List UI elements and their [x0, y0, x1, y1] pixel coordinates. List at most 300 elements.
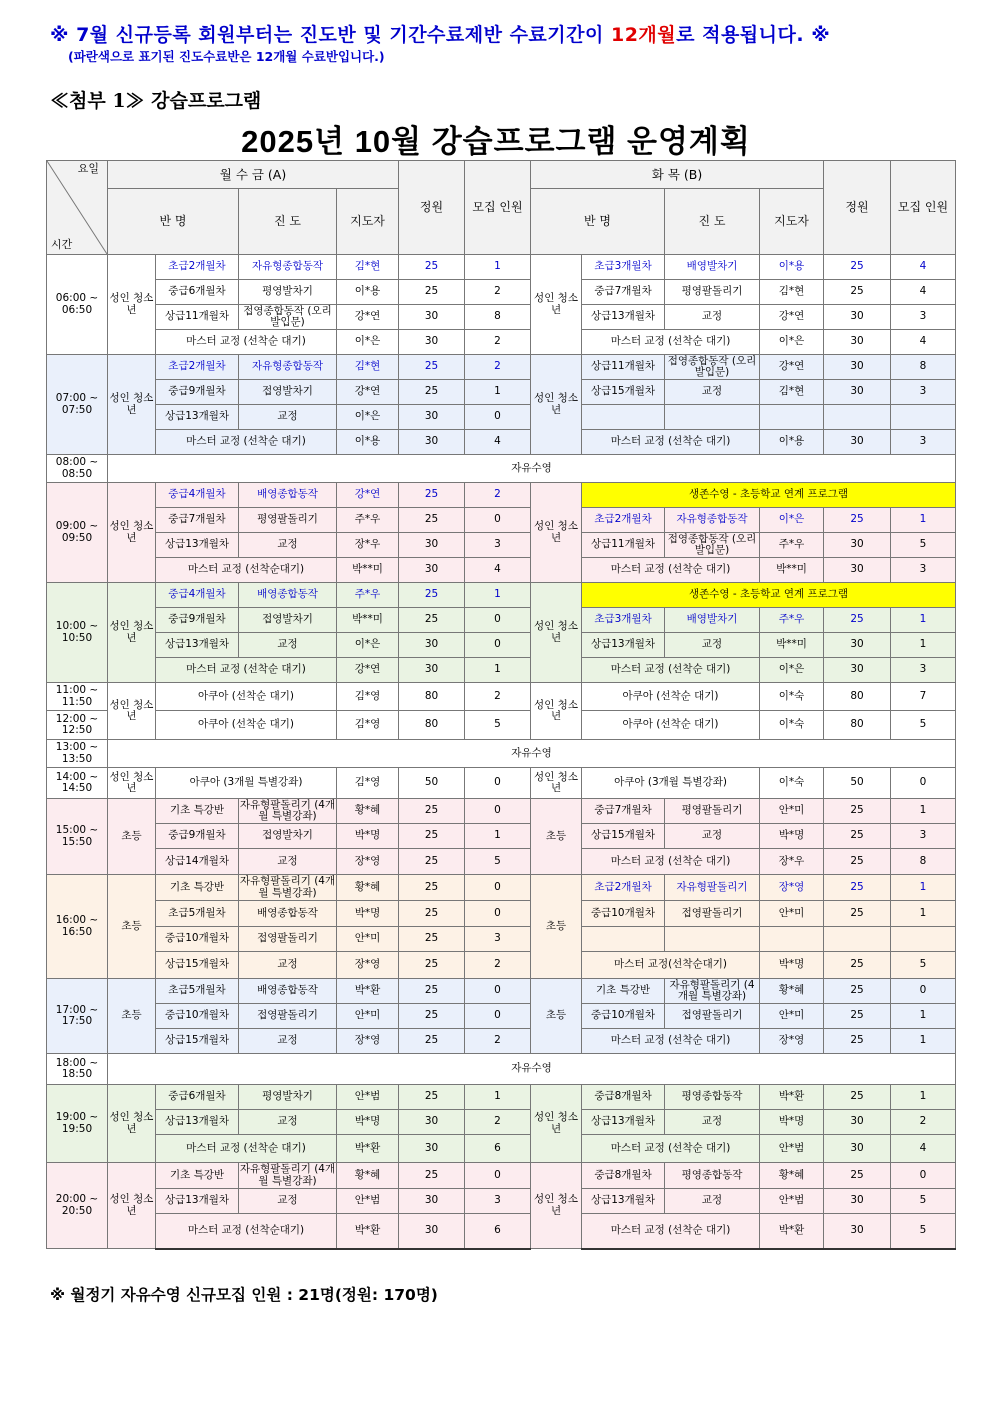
progress: 접영팔돌리기 — [239, 1004, 337, 1029]
progress: 평영팔돌리기 — [239, 508, 337, 533]
capacity: 25 — [399, 1029, 465, 1054]
instructor: 박**미 — [337, 608, 399, 633]
progress: 접영발차기 — [239, 824, 337, 849]
capacity: 25 — [399, 849, 465, 875]
instructor: 박*환 — [337, 1214, 399, 1249]
empty-cell — [582, 927, 665, 952]
master-class: 마스터 교정 (선착순 대기) — [582, 558, 760, 583]
aqua-class: 아쿠아 (선착순 대기) — [156, 711, 337, 740]
aqua-class: 아쿠아 (3개월 특별강좌) — [156, 768, 337, 799]
time-slot: 10:00 ~ 10:50 — [47, 583, 108, 683]
recruit: 2 — [465, 280, 531, 305]
capacity: 30 — [399, 533, 465, 558]
master-class: 마스터 교정 (선착순 대기) — [582, 658, 760, 683]
capacity: 25 — [399, 483, 465, 508]
instructor: 강*연 — [337, 305, 399, 330]
instructor: 주*우 — [760, 533, 824, 558]
instructor: 장*영 — [337, 1029, 399, 1054]
recruit: 0 — [465, 979, 531, 1004]
group-label: 성인 청소년 — [531, 683, 582, 740]
mon-wed-fri-header: 월 수 금 (A) — [108, 161, 399, 189]
capacity: 30 — [399, 1110, 465, 1135]
recruit: 5 — [891, 711, 956, 740]
instructor: 박**미 — [337, 558, 399, 583]
instructor: 황*혜 — [760, 1163, 824, 1189]
time-slot: 19:00 ~ 19:50 — [47, 1085, 108, 1163]
aqua-class: 아쿠아 (선착순 대기) — [156, 683, 337, 711]
group-label: 초등 — [531, 875, 582, 979]
recruit: 6 — [465, 1214, 531, 1249]
class-name: 상급15개월차 — [582, 380, 665, 405]
recruit: 3 — [891, 430, 956, 455]
instructor: 주*우 — [337, 508, 399, 533]
progress: 접영팔돌리기 — [239, 927, 337, 952]
instructor: 박*명 — [337, 1110, 399, 1135]
recruit: 3 — [465, 533, 531, 558]
recruit: 1 — [891, 1085, 956, 1110]
recruit: 5 — [891, 1189, 956, 1214]
instructor-header-b: 지도자 — [760, 189, 824, 255]
recruit: 4 — [465, 430, 531, 455]
class-name: 초급2개월차 — [582, 508, 665, 533]
instructor: 김*영 — [337, 683, 399, 711]
recruit: 0 — [465, 1163, 531, 1189]
recruit: 1 — [465, 658, 531, 683]
master-class: 마스터 교정 (선착순 대기) — [156, 658, 337, 683]
recruit: 2 — [465, 952, 531, 979]
instructor: 이*용 — [337, 280, 399, 305]
page-title: 2025년 10월 강습프로그램 운영계획 — [241, 124, 751, 159]
recruit: 1 — [465, 1085, 531, 1110]
capacity: 30 — [399, 1135, 465, 1163]
progress: 배영발차기 — [665, 255, 760, 280]
class-name: 초급2개월차 — [156, 255, 239, 280]
capacity: 30 — [824, 633, 891, 658]
group-label: 성인 청소년 — [531, 583, 582, 683]
empty-cell — [760, 927, 824, 952]
capacity: 25 — [824, 1085, 891, 1110]
capacity: 30 — [399, 430, 465, 455]
capacity: 25 — [824, 799, 891, 824]
instructor: 박*환 — [337, 1135, 399, 1163]
class-name: 기초 특강반 — [156, 799, 239, 824]
program-banner: 생존수영 - 초등학교 연계 프로그램 — [582, 583, 956, 608]
recruit: 2 — [465, 483, 531, 508]
day-header: 요일 — [77, 162, 99, 175]
progress: 교정 — [239, 849, 337, 875]
instructor: 박*명 — [760, 1110, 824, 1135]
capacity: 30 — [824, 355, 891, 380]
notice-suffix: 로 적용됩니다. ※ — [676, 24, 831, 46]
capacity: 30 — [399, 330, 465, 355]
day-time-corner — [47, 161, 108, 255]
recruit: 1 — [891, 799, 956, 824]
capacity: 30 — [399, 658, 465, 683]
master-class: 마스터 교정 (선착순 대기) — [582, 430, 760, 455]
class-name: 상급13개월차 — [156, 533, 239, 558]
progress-header-b: 진 도 — [665, 189, 760, 255]
capacity: 25 — [399, 979, 465, 1004]
recruit: 2 — [891, 1110, 956, 1135]
progress: 접영발차기 — [239, 608, 337, 633]
instructor: 박*명 — [337, 824, 399, 849]
capacity: 25 — [824, 1163, 891, 1189]
capacity: 30 — [824, 430, 891, 455]
recruit: 0 — [465, 633, 531, 658]
recruit: 0 — [465, 901, 531, 927]
group-label: 성인 청소년 — [531, 355, 582, 455]
instructor: 안*미 — [760, 799, 824, 824]
recruit: 2 — [465, 355, 531, 380]
capacity: 30 — [824, 658, 891, 683]
capacity: 80 — [824, 683, 891, 711]
progress: 교정 — [239, 533, 337, 558]
progress: 자유형팔돌리기 (4개월 특별강좌) — [665, 979, 760, 1004]
master-class: 마스터 교정 (선착순 대기) — [156, 330, 337, 355]
capacity: 30 — [399, 305, 465, 330]
recruit: 4 — [891, 330, 956, 355]
recruit: 3 — [891, 558, 956, 583]
capacity: 25 — [824, 875, 891, 901]
capacity: 30 — [824, 1214, 891, 1249]
recruit: 3 — [891, 824, 956, 849]
instructor: 이*은 — [337, 633, 399, 658]
capacity: 25 — [399, 583, 465, 608]
master-class: 마스터 교정 (선착순대기) — [156, 558, 337, 583]
progress: 평영팔돌리기 — [665, 799, 760, 824]
capacity: 30 — [824, 1135, 891, 1163]
capacity: 25 — [824, 901, 891, 927]
capacity: 25 — [399, 355, 465, 380]
capacity: 30 — [399, 405, 465, 430]
recruit: 1 — [891, 1029, 956, 1054]
class-name: 기초 특강반 — [582, 979, 665, 1004]
group-label: 초등 — [531, 799, 582, 875]
capacity-header-a: 정원 — [399, 161, 465, 255]
free-swim: 자유수영 — [108, 740, 956, 768]
instructor: 박*명 — [337, 901, 399, 927]
class-name: 초급3개월차 — [582, 255, 665, 280]
group-label: 성인 청소년 — [531, 768, 582, 799]
master-class: 마스터 교정 (선착순 대기) — [582, 1029, 760, 1054]
recruit: 5 — [465, 711, 531, 740]
aqua-class: 아쿠아 (선착순 대기) — [582, 711, 760, 740]
progress: 자유형팔돌리기 — [665, 875, 760, 901]
empty-cell — [665, 405, 760, 430]
instructor: 박**미 — [760, 558, 824, 583]
instructor: 강*연 — [337, 483, 399, 508]
capacity: 30 — [399, 633, 465, 658]
instructor: 강*연 — [337, 380, 399, 405]
empty-cell — [760, 405, 824, 430]
instructor: 강*연 — [760, 355, 824, 380]
master-class: 마스터 교정 (선착순대기) — [156, 1214, 337, 1249]
group-label: 성인 청소년 — [531, 255, 582, 355]
empty-cell — [891, 927, 956, 952]
progress: 교정 — [239, 405, 337, 430]
capacity: 25 — [399, 508, 465, 533]
free-swim: 자유수영 — [108, 455, 956, 483]
recruit: 0 — [465, 608, 531, 633]
recruit: 0 — [465, 405, 531, 430]
instructor: 박**미 — [760, 633, 824, 658]
time-slot: 15:00 ~ 15:50 — [47, 799, 108, 875]
class-name: 상급13개월차 — [582, 1110, 665, 1135]
recruit: 1 — [891, 608, 956, 633]
progress: 교정 — [239, 952, 337, 979]
class-name: 상급13개월차 — [156, 633, 239, 658]
recruit: 5 — [891, 533, 956, 558]
instructor: 이*숙 — [760, 768, 824, 799]
group-label: 성인 청소년 — [531, 1085, 582, 1163]
time-slot: 06:00 ~ 06:50 — [47, 255, 108, 355]
progress: 교정 — [239, 1110, 337, 1135]
recruit: 8 — [891, 355, 956, 380]
empty-cell — [891, 405, 956, 430]
recruit: 1 — [891, 633, 956, 658]
tue-thu-header: 화 목 (B) — [531, 161, 824, 189]
program-banner: 생존수영 - 초등학교 연계 프로그램 — [582, 483, 956, 508]
capacity: 25 — [824, 280, 891, 305]
progress: 평영종합동작 — [665, 1085, 760, 1110]
class-name: 중급9개월차 — [156, 824, 239, 849]
recruit: 1 — [465, 380, 531, 405]
capacity: 30 — [824, 380, 891, 405]
instructor: 안*미 — [760, 901, 824, 927]
class-name: 상급13개월차 — [582, 633, 665, 658]
instructor: 장*영 — [760, 1029, 824, 1054]
master-class: 마스터 교정 (선착순 대기) — [582, 1135, 760, 1163]
instructor: 장*우 — [760, 849, 824, 875]
capacity: 25 — [824, 508, 891, 533]
instructor: 장*영 — [760, 875, 824, 901]
capacity: 25 — [399, 799, 465, 824]
recruit: 2 — [465, 1029, 531, 1054]
empty-cell — [582, 405, 665, 430]
progress: 접영종합동작 (오리발입문) — [665, 533, 760, 558]
capacity-header-b: 정원 — [824, 161, 891, 255]
class-name: 기초 특강반 — [156, 875, 239, 901]
progress: 접영팔돌리기 — [665, 901, 760, 927]
progress: 교정 — [239, 1029, 337, 1054]
progress-header-a: 진 도 — [239, 189, 337, 255]
class-name: 중급8개월차 — [582, 1085, 665, 1110]
instructor: 이*은 — [337, 330, 399, 355]
instructor: 김*영 — [337, 768, 399, 799]
class-name: 상급11개월차 — [156, 305, 239, 330]
time-header: 시간 — [51, 238, 73, 252]
class-header-b: 반 명 — [531, 189, 665, 255]
recruit: 3 — [891, 658, 956, 683]
recruit: 5 — [891, 1214, 956, 1249]
instructor: 황*혜 — [337, 1163, 399, 1189]
class-name: 상급13개월차 — [156, 1110, 239, 1135]
progress: 배영종합동작 — [239, 979, 337, 1004]
recruit: 2 — [465, 330, 531, 355]
capacity: 25 — [399, 875, 465, 901]
progress: 자유형팔돌리기 (4개월 특별강좌) — [239, 798, 336, 822]
master-class: 마스터 교정 (선착순 대기) — [156, 430, 337, 455]
instructor: 이*용 — [760, 430, 824, 455]
recruit-header-a: 모집 인원 — [465, 161, 531, 255]
class-name: 상급13개월차 — [156, 1189, 239, 1214]
instructor: 김*현 — [337, 355, 399, 380]
capacity: 50 — [399, 768, 465, 799]
recruit: 7 — [891, 683, 956, 711]
progress: 배영종합동작 — [239, 483, 337, 508]
recruit: 3 — [891, 305, 956, 330]
capacity: 30 — [824, 305, 891, 330]
group-label: 성인 청소년 — [108, 583, 156, 683]
recruit: 4 — [891, 1135, 956, 1163]
schedule-table — [46, 160, 956, 1250]
group-label: 성인 청소년 — [108, 683, 156, 740]
instructor: 이*은 — [760, 658, 824, 683]
instructor: 주*우 — [760, 608, 824, 633]
instructor: 황*혜 — [337, 875, 399, 901]
class-name: 상급13개월차 — [582, 305, 665, 330]
time-slot: 20:00 ~ 20:50 — [47, 1163, 108, 1249]
progress: 교정 — [665, 305, 760, 330]
recruit: 1 — [891, 508, 956, 533]
recruit: 3 — [465, 927, 531, 952]
group-label: 성인 청소년 — [531, 483, 582, 583]
recruit: 1 — [465, 255, 531, 280]
time-slot: 13:00 ~ 13:50 — [47, 740, 108, 768]
class-name: 중급10개월차 — [156, 1004, 239, 1029]
class-name: 중급8개월차 — [582, 1163, 665, 1189]
progress: 접영종합동작 (오리발입문) — [665, 355, 760, 380]
progress: 평영팔돌리기 — [665, 280, 760, 305]
progress: 자유형팔돌리기 (4개월 특별강좌) — [239, 1163, 336, 1187]
instructor: 강*연 — [337, 658, 399, 683]
capacity: 80 — [399, 683, 465, 711]
progress: 자유형종합동작 — [239, 255, 337, 280]
class-name: 중급4개월차 — [156, 483, 239, 508]
notice-line-2: (파란색으로 표기된 진도수료반은 12개월 수료반입니다.) — [68, 49, 385, 64]
class-name: 상급15개월차 — [156, 1029, 239, 1054]
instructor: 강*연 — [760, 305, 824, 330]
capacity: 30 — [824, 533, 891, 558]
group-label: 초등 — [108, 799, 156, 875]
instructor: 박*환 — [760, 1214, 824, 1249]
recruit: 2 — [465, 683, 531, 711]
recruit: 0 — [891, 979, 956, 1004]
instructor: 장*영 — [337, 952, 399, 979]
capacity: 25 — [399, 901, 465, 927]
recruit: 0 — [891, 1163, 956, 1189]
recruit: 1 — [465, 583, 531, 608]
instructor: 이*숙 — [760, 711, 824, 740]
instructor: 김*현 — [337, 255, 399, 280]
progress: 배영종합동작 — [239, 583, 337, 608]
capacity: 25 — [824, 1004, 891, 1029]
group-label: 성인 청소년 — [108, 768, 156, 799]
capacity: 30 — [399, 558, 465, 583]
instructor: 장*우 — [337, 533, 399, 558]
time-slot: 08:00 ~ 08:50 — [47, 455, 108, 483]
recruit: 4 — [891, 255, 956, 280]
capacity: 25 — [824, 849, 891, 875]
recruit: 2 — [465, 1110, 531, 1135]
progress: 자유형종합동작 — [239, 355, 337, 380]
recruit: 5 — [891, 952, 956, 979]
group-label: 초등 — [531, 979, 582, 1054]
capacity: 25 — [824, 1029, 891, 1054]
empty-cell — [824, 927, 891, 952]
recruit: 6 — [465, 1135, 531, 1163]
time-slot: 09:00 ~ 09:50 — [47, 483, 108, 583]
progress: 평영발차기 — [239, 280, 337, 305]
class-header-a: 반 명 — [108, 189, 239, 255]
capacity: 50 — [824, 768, 891, 799]
time-slot: 12:00 ~ 12:50 — [47, 711, 108, 740]
time-slot: 11:00 ~ 11:50 — [47, 683, 108, 711]
instructor: 장*영 — [337, 849, 399, 875]
capacity: 30 — [824, 1110, 891, 1135]
progress: 교정 — [665, 633, 760, 658]
instructor: 안*미 — [337, 1004, 399, 1029]
empty-cell — [665, 927, 760, 952]
progress: 교정 — [665, 380, 760, 405]
group-label: 성인 청소년 — [108, 483, 156, 583]
recruit: 3 — [465, 1189, 531, 1214]
time-slot: 14:00 ~ 14:50 — [47, 768, 108, 799]
recruit: 0 — [465, 508, 531, 533]
recruit: 1 — [891, 1004, 956, 1029]
master-class: 마스터 교정(선착순대기) — [582, 952, 760, 979]
capacity: 80 — [824, 711, 891, 740]
class-name: 초급2개월차 — [156, 355, 239, 380]
instructor: 박*명 — [760, 824, 824, 849]
class-name: 초급3개월차 — [582, 608, 665, 633]
progress: 교정 — [665, 1189, 760, 1214]
progress: 접영종합동작 (오리발입문) — [239, 305, 337, 330]
aqua-class: 아쿠아 (선착순 대기) — [582, 683, 760, 711]
class-name: 중급9개월차 — [156, 380, 239, 405]
instructor: 김*현 — [760, 380, 824, 405]
notice-prefix: ※ 7월 신규등록 회원부터는 진도반 및 기간수료제반 수료기간이 — [50, 24, 611, 46]
progress: 평영발차기 — [239, 1085, 337, 1110]
instructor: 박*환 — [337, 979, 399, 1004]
recruit: 5 — [465, 849, 531, 875]
attachment-label: ≪첨부 1≫ 강습프로그램 — [50, 90, 262, 112]
progress: 교정 — [665, 824, 760, 849]
class-name: 중급7개월차 — [156, 508, 239, 533]
group-label: 초등 — [108, 979, 156, 1054]
capacity: 25 — [399, 1004, 465, 1029]
class-name: 상급13개월차 — [156, 405, 239, 430]
capacity: 30 — [399, 1214, 465, 1249]
master-class: 마스터 교정 (선착순 대기) — [582, 849, 760, 875]
capacity: 25 — [824, 952, 891, 979]
free-swim: 자유수영 — [108, 1054, 956, 1085]
recruit: 3 — [891, 380, 956, 405]
class-name: 상급11개월차 — [582, 533, 665, 558]
group-label: 성인 청소년 — [108, 255, 156, 355]
progress: 평영종합동작 — [665, 1163, 760, 1189]
footnote: ※ 월정기 자유수영 신규모집 인원 : 21명(정원: 170명) — [50, 1286, 438, 1304]
class-name: 중급10개월차 — [156, 927, 239, 952]
capacity: 25 — [399, 255, 465, 280]
recruit: 4 — [891, 280, 956, 305]
progress: 교정 — [239, 1189, 337, 1214]
class-name: 중급9개월차 — [156, 608, 239, 633]
class-name: 중급10개월차 — [582, 1004, 665, 1029]
progress: 접영발차기 — [239, 380, 337, 405]
instructor: 이*은 — [760, 508, 824, 533]
class-name: 초급5개월차 — [156, 901, 239, 927]
